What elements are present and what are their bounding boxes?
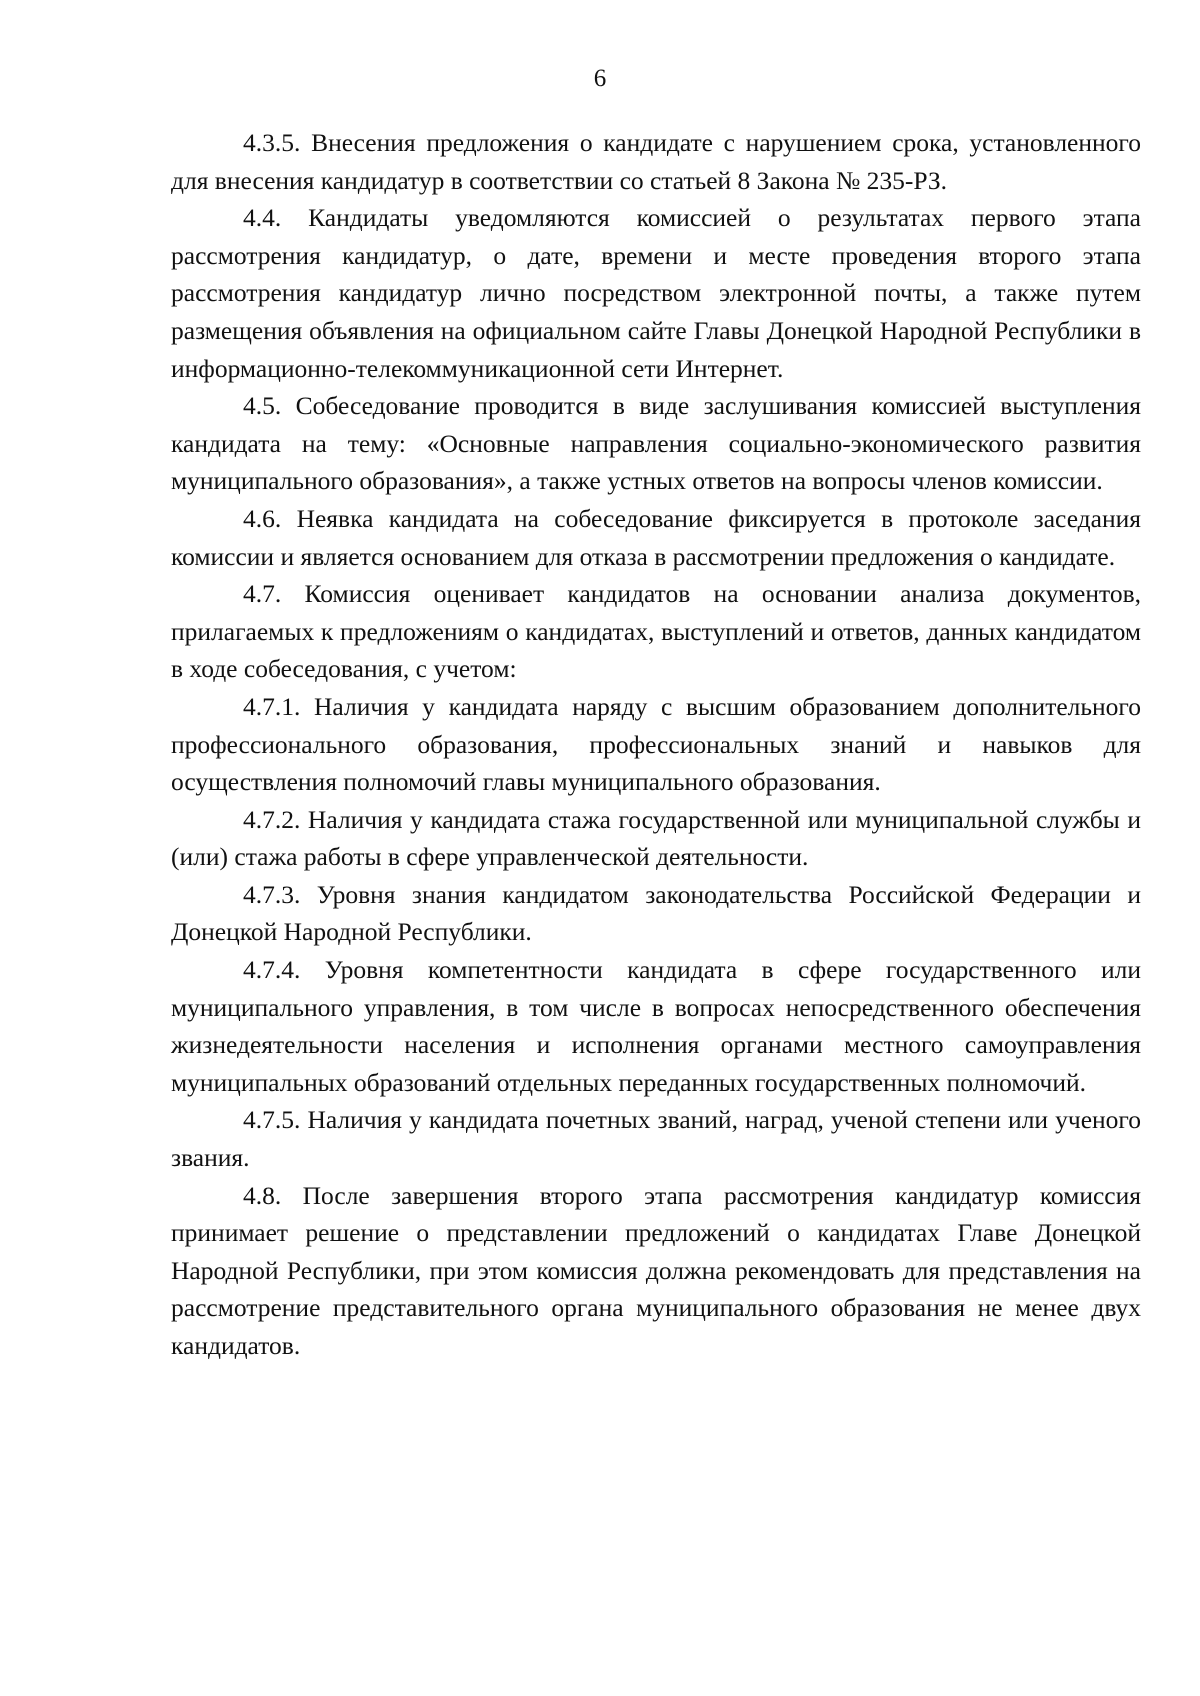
paragraph-4-4: 4.4. Кандидаты уведомляются комиссией о результатах первого этапа рассмотрения кандидатур, о дате, времени и месте проведения второго этапа рассмотрения кандидатур лично посредством электронной почты, а также путем размещения объявления на официальном сайте Главы Донецкой Народной Республики в информационно-телекоммуникационной сети Интернет.	[171, 203, 1141, 383]
paragraph-4-7-2: 4.7.2. Наличия у кандидата стажа государственной или муниципальной службы и (или) стажа работы в сфере управленческой деятельности.	[171, 804, 1141, 872]
paragraph-4-7: 4.7. Комиссия оценивает кандидатов на основании анализа документов, прилагаемых к предложениям о кандидатах, выступлений и ответов, данных кандидатом в ходе собеседования, с учетом:	[171, 579, 1141, 684]
paragraph-4-7-4: 4.7.4. Уровня компетентности кандидата в сфере государственного или муниципального управления, в том числе в вопросах непосредственного обеспечения жизнедеятельности населения и исполнения органами местного самоуправления муниципальных образований отдельных переданных государственных полномочий.	[171, 955, 1141, 1097]
paragraph-4-7-1: 4.7.1. Наличия у кандидата наряду с высшим образованием дополнительного профессионального образования, профессиональных знаний и навыков для осуществления полномочий главы муниципального образования.	[171, 691, 1141, 797]
paragraph-4-7-5: 4.7.5. Наличия у кандидата почетных званий, наград, ученой степени или ученого звания.	[171, 1105, 1141, 1173]
paragraph-4-3-5: 4.3.5. Внесения предложения о кандидате с нарушением срока, установленного для внесения кандидатур в соответствии со статьей 8 Закона № 235-РЗ.	[171, 128, 1141, 195]
document-body	[171, 124, 1141, 1365]
paragraph-4-7-3: 4.7.3. Уровня знания кандидатом законодательства Российской Федерации и Донецкой Народной Республики.	[171, 879, 1141, 947]
paragraph-4-6: 4.6. Неявка кандидата на собеседование фиксируется в протоколе заседания комиссии и является основанием для отказа в рассмотрении предложения о кандидате.	[171, 503, 1141, 571]
paragraph-4-8: 4.8. После завершения второго этапа рассмотрения кандидатур комиссия принимает решение о представлении предложений о кандидатах Главе Донецкой Народной Республики, при этом комиссия должна рекомендовать для представления на рассмотрение представительного органа муниципального образования не менее двух кандидатов.	[171, 1180, 1141, 1360]
page-number: 6	[593, 65, 607, 92]
paragraph-4-5: 4.5. Собеседование проводится в виде заслушивания комиссией выступления кандидата на тему: «Основные направления социально-экономического развития муниципального образования», а также устных ответов на вопросы членов комиссии.	[171, 391, 1141, 496]
